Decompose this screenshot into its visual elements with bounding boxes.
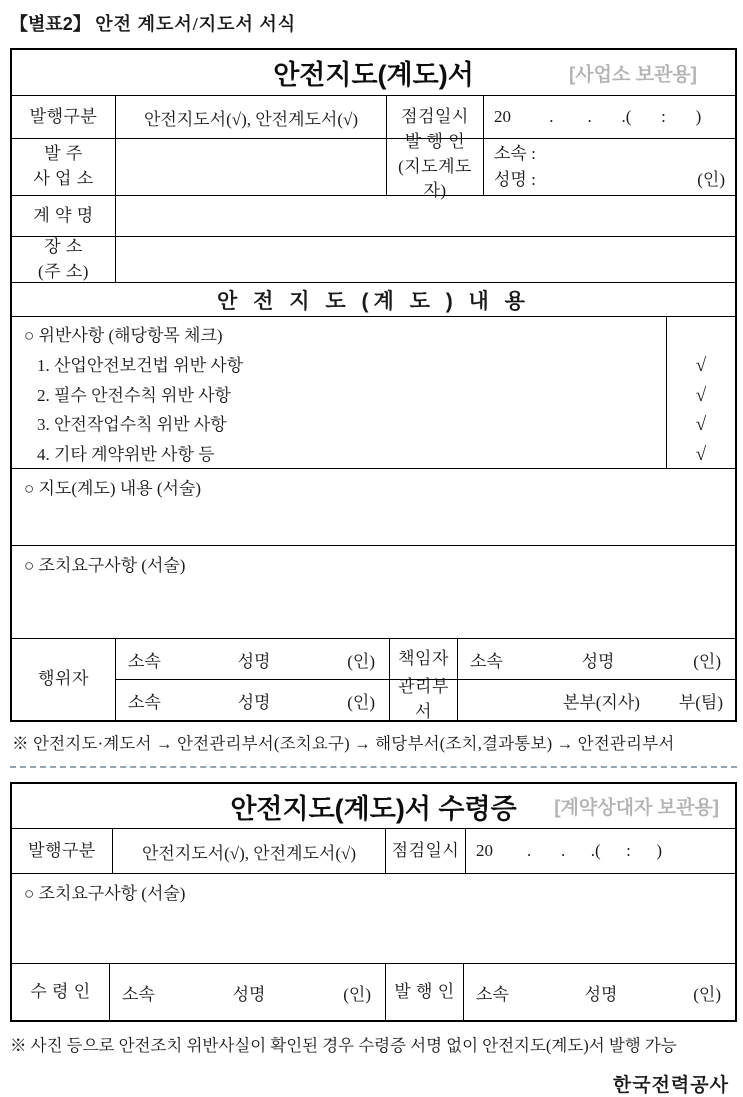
receipt-sign-row — [12, 963, 735, 1020]
place-label: 장 소 (주 소) — [38, 236, 89, 281]
actor-sign-field-1: 소속 성명 (인) — [116, 639, 389, 679]
receipt-action-request-field — [12, 874, 735, 963]
issuer-name-line: 성명 : (인) — [494, 167, 725, 193]
violations-row — [12, 316, 735, 468]
actor-sign-field-2: 소속 성명 (인) — [116, 680, 389, 720]
issuer-label: 발 행 인 (지도계도자) — [386, 139, 483, 195]
action-request-field — [12, 546, 735, 638]
orderer-row — [12, 132, 735, 201]
place-value-field — [115, 237, 735, 282]
seal-mark: (인) — [347, 692, 375, 712]
contract-row — [12, 195, 735, 236]
action-request-row — [12, 545, 735, 638]
form1-title: 안전지도(계도)서 — [273, 60, 474, 90]
responsible-sign-field: 소속 성명 (인) — [457, 639, 735, 679]
contract-value-field — [115, 196, 735, 236]
violation-item: 1. 산업안전보건법 위반 사항 — [37, 356, 244, 375]
receipt-issue-type-row — [12, 828, 735, 873]
process-flow-note: ※ 안전지도·계도서 → 안전관리부서(조치요구) → 해당부서(조치,결과통보) → 안전관리부서 — [12, 734, 675, 753]
dept-team: 부(팀) — [678, 692, 723, 712]
issuer-info-field — [483, 139, 735, 195]
inspection-value: 20 . . .( : ) — [483, 96, 735, 138]
receipt-form — [10, 782, 737, 1022]
checkmark-icon: √ — [695, 355, 707, 376]
contract-label: 계 약 명 — [33, 205, 94, 225]
receipt-issue-type-value: 안전지도서(√), 안전계도서(√) — [112, 829, 385, 873]
violation-item: 2. 필수 안전수칙 위반 사항 — [37, 385, 231, 405]
receipt-inspection-label: 점검일시 — [385, 829, 465, 873]
issue-type-value: 안전지도서(√), 안전계도서(√) — [115, 96, 386, 138]
receipt-issuer-label: 발 행 인 — [385, 964, 463, 1020]
receiver-label: 수 령 인 — [30, 981, 91, 1001]
actor-sub-row-2 — [116, 679, 735, 720]
company-name: 한국전력공사 — [612, 1075, 729, 1096]
seal-mark: (인) — [693, 651, 721, 671]
orderer-label: 발 주 사 업 소 — [33, 144, 94, 188]
guidance-content-heading: ○ 지도(계도) 내용 (서술) — [24, 479, 202, 498]
form2-title-row — [12, 784, 735, 828]
dept-hq: 본부(지사) — [562, 692, 640, 712]
seal-mark: (인) — [693, 984, 721, 1004]
annex-tag: 【별표2】 — [10, 14, 91, 34]
receiver-sign-field: 소속 성명 (인) — [109, 964, 385, 1020]
seal-mark: (인) — [343, 984, 371, 1004]
guidance-content-row — [12, 468, 735, 545]
responsible-label: 책임자 — [389, 639, 457, 679]
guidance-content-field — [12, 469, 735, 545]
checkmark-icon: √ — [695, 443, 707, 465]
dashed-separator — [10, 766, 737, 768]
form1-title-row — [12, 50, 735, 95]
actor-right-block — [115, 639, 735, 720]
actor-section — [12, 638, 735, 720]
receipt-action-request-row — [12, 873, 735, 963]
actor-sub-row-1 — [116, 639, 735, 679]
receipt-issue-type-label: 발행구분 — [28, 840, 96, 860]
seal-mark: (인) — [347, 651, 375, 671]
issue-type-label: 발행구분 — [29, 106, 98, 126]
checkmark-icon: √ — [695, 384, 707, 406]
orderer-value-field — [115, 139, 386, 195]
form1-keep-note: [사업소 보관용] — [568, 64, 697, 85]
violation-check-column — [666, 317, 735, 468]
page-heading — [10, 10, 737, 36]
actor-label: 행위자 — [38, 669, 89, 689]
violation-item: 3. 안전작업수칙 위반 사항 — [37, 415, 227, 434]
managing-dept-field — [457, 680, 735, 720]
action-request-heading: ○ 조치요구사항 (서술) — [24, 556, 186, 575]
violations-heading: ○ 위반사항 (해당항목 체크) — [24, 326, 223, 345]
receipt-inspection-value: 20 . . .( : ) — [465, 829, 735, 873]
annex-title: 안전 계도서/지도서 서식 — [95, 14, 297, 34]
form2-keep-note: [계약상대자 보관용] — [554, 797, 719, 819]
photo-evidence-note: ※ 사진 등으로 안전조치 위반사실이 확인된 경우 수령증 서명 없이 안전지도(계도)서 발행 가능 — [10, 1036, 677, 1055]
violation-item: 4. 기타 계약위반 사항 등 — [37, 444, 215, 464]
content-header-row — [12, 282, 735, 316]
inspection-label: 점검일시 — [386, 96, 483, 138]
issue-type-row — [12, 95, 735, 138]
violations-list — [12, 317, 666, 468]
checkmark-icon: √ — [695, 414, 707, 435]
issuer-affiliation: 소속 : — [494, 143, 536, 163]
form2-title: 안전지도(계도)서 수령증 — [230, 793, 517, 824]
receipt-action-request-heading: ○ 조치요구사항 (서술) — [24, 884, 186, 903]
content-header: 안 전 지 도 (계 도 ) 내 용 — [217, 289, 530, 313]
issuer-seal: (인) — [697, 170, 725, 189]
receipt-issuer-sign-field: 소속 성명 (인) — [463, 964, 735, 1020]
safety-guidance-form — [10, 48, 737, 722]
place-row — [12, 236, 735, 282]
managing-dept-label: 관리부서 — [389, 680, 457, 720]
